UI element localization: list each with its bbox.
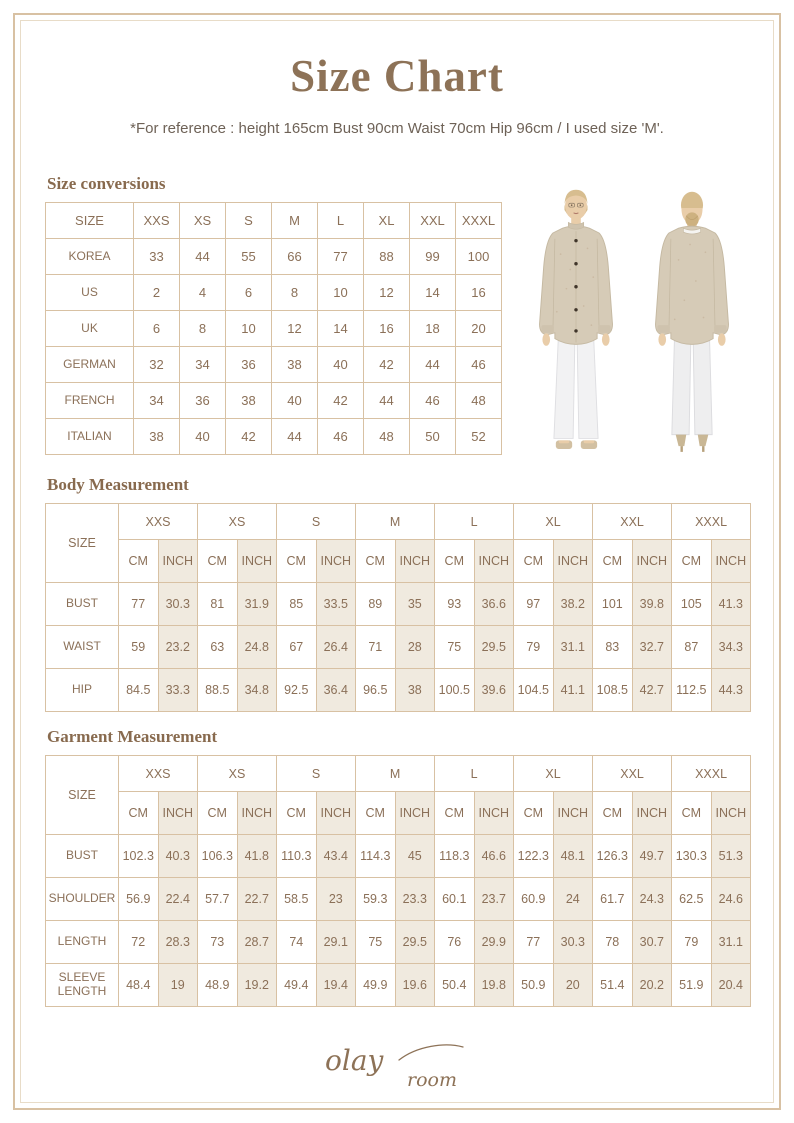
measurement-value: 74 [277, 921, 317, 964]
measurement-value: 104.5 [514, 669, 554, 712]
measurement-value: 44.3 [711, 669, 751, 712]
measurement-value: 60.9 [514, 878, 554, 921]
measurement-value: 20.4 [711, 964, 751, 1007]
measurement-value: 49.9 [356, 964, 396, 1007]
inch-header: INCH [158, 792, 198, 835]
measurement-value: 60.1 [435, 878, 475, 921]
measurement-value: 112.5 [672, 669, 712, 712]
measurement-value: 19.8 [474, 964, 514, 1007]
row-label: HIP [46, 669, 119, 712]
measurement-value: 72 [119, 921, 159, 964]
size-group-header: XXS [119, 504, 198, 540]
measurement-value: 23 [316, 878, 356, 921]
measurement-row [46, 626, 751, 669]
measurement-value: 26.4 [316, 626, 356, 669]
conversion-value: 18 [410, 311, 456, 347]
inch-header: INCH [237, 792, 277, 835]
conversion-value: 42 [226, 419, 272, 455]
conversion-value: 4 [180, 275, 226, 311]
size-column-header: XS [180, 203, 226, 239]
conversion-value: 55 [226, 239, 272, 275]
measurement-value: 29.1 [316, 921, 356, 964]
measurement-value: 92.5 [277, 669, 317, 712]
measurement-value: 31.1 [711, 921, 751, 964]
measurement-value: 34.8 [237, 669, 277, 712]
measurement-value: 20 [553, 964, 593, 1007]
cm-header: CM [672, 540, 712, 583]
row-label: ITALIAN [46, 419, 134, 455]
conversion-value: 14 [318, 311, 364, 347]
cm-header: CM [119, 792, 159, 835]
garment-measurement-section [45, 727, 751, 1007]
cm-header: CM [119, 540, 159, 583]
measurement-value: 38 [395, 669, 435, 712]
inch-header: INCH [237, 540, 277, 583]
conversion-value: 6 [226, 275, 272, 311]
measurement-value: 24 [553, 878, 593, 921]
measurement-value: 101 [593, 583, 633, 626]
measurement-value: 96.5 [356, 669, 396, 712]
size-group-header: S [277, 504, 356, 540]
size-corner-header: SIZE [46, 756, 119, 835]
cm-header: CM [435, 540, 475, 583]
measurement-value: 110.3 [277, 835, 317, 878]
measurement-value: 29.5 [395, 921, 435, 964]
reference-note: *For reference : height 165cm Bust 90cm Waist 70cm Hip 96cm / I used size 'M'. [130, 120, 664, 137]
model-back-image [644, 183, 740, 475]
back-shoes-icon [676, 435, 709, 452]
measurement-value: 23.2 [158, 626, 198, 669]
measurement-value: 50.4 [435, 964, 475, 1007]
page-title: Size Chart [290, 51, 504, 101]
measurement-value: 30.3 [158, 583, 198, 626]
body-measurement-heading: Body Measurement [47, 475, 189, 494]
conversion-header-row [46, 203, 502, 239]
brand-logo-image [287, 1030, 507, 1094]
measurement-value: 51.4 [593, 964, 633, 1007]
measurement-value: 130.3 [672, 835, 712, 878]
conversion-value: 52 [456, 419, 502, 455]
conversion-value: 32 [134, 347, 180, 383]
measurement-value: 122.3 [514, 835, 554, 878]
size-conversions-section [45, 174, 502, 455]
size-column-header: XXXL [456, 203, 502, 239]
measurement-value: 51.3 [711, 835, 751, 878]
measurement-value: 45 [395, 835, 435, 878]
conversion-row [46, 239, 502, 275]
measurement-value: 97 [514, 583, 554, 626]
cm-header: CM [514, 792, 554, 835]
size-group-header: L [435, 756, 514, 792]
cm-header: CM [198, 540, 238, 583]
measurement-value: 29.9 [474, 921, 514, 964]
measurement-value: 59 [119, 626, 159, 669]
measurement-value: 88.5 [198, 669, 238, 712]
inch-header: INCH [158, 540, 198, 583]
measurement-value: 31.1 [553, 626, 593, 669]
measurement-value: 28 [395, 626, 435, 669]
row-label: LENGTH [46, 921, 119, 964]
conversion-value: 38 [272, 347, 318, 383]
conversion-value: 77 [318, 239, 364, 275]
brand-logo [0, 1030, 794, 1094]
measurement-value: 24.8 [237, 626, 277, 669]
row-label: SLEEVE LENGTH [46, 964, 119, 1007]
conversion-value: 2 [134, 275, 180, 311]
conversion-value: 16 [456, 275, 502, 311]
measurement-value: 39.8 [632, 583, 672, 626]
measurement-value: 22.4 [158, 878, 198, 921]
conversion-value: 34 [180, 347, 226, 383]
measurement-value: 58.5 [277, 878, 317, 921]
cm-header: CM [356, 792, 396, 835]
measurement-value: 89 [356, 583, 396, 626]
measurement-value: 19.2 [237, 964, 277, 1007]
size-conversions-table [45, 202, 502, 455]
conversion-value: 20 [456, 311, 502, 347]
measurement-value: 19.6 [395, 964, 435, 1007]
measurement-value: 71 [356, 626, 396, 669]
inch-header: INCH [474, 792, 514, 835]
cm-header: CM [593, 792, 633, 835]
measurement-value: 59.3 [356, 878, 396, 921]
conversion-value: 10 [318, 275, 364, 311]
inch-header: INCH [553, 792, 593, 835]
measurement-value: 78 [593, 921, 633, 964]
measurement-value: 61.7 [593, 878, 633, 921]
size-corner-header: SIZE [46, 203, 134, 239]
measurement-value: 23.3 [395, 878, 435, 921]
inch-header: INCH [632, 792, 672, 835]
measurement-value: 57.7 [198, 878, 238, 921]
logo-flourish-icon [399, 1045, 463, 1060]
inch-header: INCH [711, 540, 751, 583]
measurement-value: 87 [672, 626, 712, 669]
cm-header: CM [672, 792, 712, 835]
measurement-value: 33.3 [158, 669, 198, 712]
measurement-value: 50.9 [514, 964, 554, 1007]
measurement-value: 56.9 [119, 878, 159, 921]
size-group-header: XL [514, 504, 593, 540]
size-group-header: M [356, 756, 435, 792]
measurement-row [46, 878, 751, 921]
size-group-header: XXS [119, 756, 198, 792]
unit-header-row [46, 792, 751, 835]
conversion-value: 48 [456, 383, 502, 419]
measurement-value: 24.6 [711, 878, 751, 921]
measurement-value: 19 [158, 964, 198, 1007]
conversion-value: 44 [272, 419, 318, 455]
size-group-header-row [46, 756, 751, 792]
conversion-value: 12 [364, 275, 410, 311]
conversion-value: 34 [134, 383, 180, 419]
conversion-value: 10 [226, 311, 272, 347]
measurement-value: 36.4 [316, 669, 356, 712]
conversion-value: 12 [272, 311, 318, 347]
inch-header: INCH [316, 792, 356, 835]
measurement-value: 81 [198, 583, 238, 626]
front-shoes-icon [556, 440, 597, 449]
size-group-header: XXXL [672, 756, 751, 792]
garment-measurement-table [45, 755, 751, 1007]
measurement-value: 49.4 [277, 964, 317, 1007]
measurement-value: 62.5 [672, 878, 712, 921]
measurement-value: 79 [672, 921, 712, 964]
cm-header: CM [514, 540, 554, 583]
inch-header: INCH [474, 540, 514, 583]
size-group-header: XXL [593, 756, 672, 792]
measurement-value: 20.2 [632, 964, 672, 1007]
measurement-value: 41.8 [237, 835, 277, 878]
measurement-value: 31.9 [237, 583, 277, 626]
model-images [528, 183, 740, 475]
measurement-value: 51.9 [672, 964, 712, 1007]
conversion-value: 88 [364, 239, 410, 275]
row-label: GERMAN [46, 347, 134, 383]
measurement-value: 102.3 [119, 835, 159, 878]
measurement-value: 93 [435, 583, 475, 626]
conversion-row [46, 383, 502, 419]
conversion-value: 6 [134, 311, 180, 347]
measurement-row [46, 583, 751, 626]
measurement-value: 126.3 [593, 835, 633, 878]
cm-header: CM [435, 792, 475, 835]
size-column-header: XXL [410, 203, 456, 239]
conversion-row [46, 275, 502, 311]
inch-header: INCH [711, 792, 751, 835]
size-column-header: XXS [134, 203, 180, 239]
measurement-value: 23.7 [474, 878, 514, 921]
unit-header-row [46, 540, 751, 583]
conversion-value: 36 [226, 347, 272, 383]
measurement-value: 48.4 [119, 964, 159, 1007]
measurement-value: 39.6 [474, 669, 514, 712]
row-label: BUST [46, 583, 119, 626]
size-group-header: M [356, 504, 435, 540]
conversion-value: 38 [134, 419, 180, 455]
measurement-value: 42.7 [632, 669, 672, 712]
measurement-value: 46.6 [474, 835, 514, 878]
measurement-value: 19.4 [316, 964, 356, 1007]
measurement-value: 36.6 [474, 583, 514, 626]
measurement-value: 77 [119, 583, 159, 626]
measurement-value: 100.5 [435, 669, 475, 712]
size-group-header: S [277, 756, 356, 792]
measurement-value: 30.7 [632, 921, 672, 964]
size-column-header: XL [364, 203, 410, 239]
row-label: BUST [46, 835, 119, 878]
measurement-value: 63 [198, 626, 238, 669]
measurement-row [46, 669, 751, 712]
conversion-value: 50 [410, 419, 456, 455]
conversion-value: 66 [272, 239, 318, 275]
size-group-header: XL [514, 756, 593, 792]
measurement-value: 79 [514, 626, 554, 669]
inch-header: INCH [316, 540, 356, 583]
measurement-row [46, 964, 751, 1007]
model-front-image [528, 183, 624, 475]
garment-measurement-heading: Garment Measurement [47, 727, 218, 746]
row-label: SHOULDER [46, 878, 119, 921]
conversion-value: 44 [364, 383, 410, 419]
cm-header: CM [277, 540, 317, 583]
conversion-value: 46 [456, 347, 502, 383]
row-label: FRENCH [46, 383, 134, 419]
conversion-value: 44 [410, 347, 456, 383]
cm-header: CM [356, 540, 396, 583]
conversion-value: 100 [456, 239, 502, 275]
measurement-value: 30.3 [553, 921, 593, 964]
conversion-value: 42 [318, 383, 364, 419]
inch-header: INCH [553, 540, 593, 583]
size-corner-header: SIZE [46, 504, 119, 583]
brand-word-1: olay [325, 1044, 384, 1077]
measurement-value: 35 [395, 583, 435, 626]
measurement-value: 33.5 [316, 583, 356, 626]
measurement-value: 43.4 [316, 835, 356, 878]
measurement-value: 106.3 [198, 835, 238, 878]
measurement-value: 85 [277, 583, 317, 626]
measurement-value: 67 [277, 626, 317, 669]
measurement-value: 29.5 [474, 626, 514, 669]
conversion-value: 99 [410, 239, 456, 275]
size-group-header: L [435, 504, 514, 540]
measurement-value: 32.7 [632, 626, 672, 669]
row-label: UK [46, 311, 134, 347]
size-group-header-row [46, 504, 751, 540]
cm-header: CM [277, 792, 317, 835]
conversion-value: 42 [364, 347, 410, 383]
conversion-value: 16 [364, 311, 410, 347]
conversion-value: 14 [410, 275, 456, 311]
row-label: WAIST [46, 626, 119, 669]
conversion-value: 8 [180, 311, 226, 347]
size-group-header: XXL [593, 504, 672, 540]
measurement-row [46, 835, 751, 878]
measurement-value: 28.7 [237, 921, 277, 964]
measurement-value: 41.1 [553, 669, 593, 712]
measurement-value: 118.3 [435, 835, 475, 878]
inch-header: INCH [395, 792, 435, 835]
cm-header: CM [198, 792, 238, 835]
conversion-value: 44 [180, 239, 226, 275]
conversion-value: 46 [318, 419, 364, 455]
conversion-value: 36 [180, 383, 226, 419]
measurement-value: 108.5 [593, 669, 633, 712]
size-column-header: M [272, 203, 318, 239]
measurement-value: 38.2 [553, 583, 593, 626]
conversion-row [46, 347, 502, 383]
measurement-value: 40.3 [158, 835, 198, 878]
inch-header: INCH [395, 540, 435, 583]
inch-header: INCH [632, 540, 672, 583]
conversion-row [46, 419, 502, 455]
cm-header: CM [593, 540, 633, 583]
measurement-value: 41.3 [711, 583, 751, 626]
conversion-value: 46 [410, 383, 456, 419]
measurement-value: 73 [198, 921, 238, 964]
body-measurement-table [45, 503, 751, 712]
measurement-value: 114.3 [356, 835, 396, 878]
conversion-value: 33 [134, 239, 180, 275]
body-measurement-section [45, 475, 751, 712]
conversion-value: 8 [272, 275, 318, 311]
measurement-value: 48.9 [198, 964, 238, 1007]
measurement-value: 84.5 [119, 669, 159, 712]
size-group-header: XS [198, 756, 277, 792]
measurement-row [46, 921, 751, 964]
measurement-value: 105 [672, 583, 712, 626]
conversion-value: 40 [180, 419, 226, 455]
measurement-value: 75 [356, 921, 396, 964]
size-group-header: XXXL [672, 504, 751, 540]
conversion-value: 48 [364, 419, 410, 455]
brand-word-2: room [407, 1069, 457, 1091]
measurement-value: 75 [435, 626, 475, 669]
measurement-value: 76 [435, 921, 475, 964]
measurement-value: 34.3 [711, 626, 751, 669]
measurement-value: 77 [514, 921, 554, 964]
conversion-value: 38 [226, 383, 272, 419]
size-column-header: S [226, 203, 272, 239]
measurement-value: 83 [593, 626, 633, 669]
row-label: US [46, 275, 134, 311]
conversion-value: 40 [272, 383, 318, 419]
measurement-value: 48.1 [553, 835, 593, 878]
size-conversions-heading: Size conversions [47, 174, 166, 193]
size-group-header: XS [198, 504, 277, 540]
measurement-value: 24.3 [632, 878, 672, 921]
measurement-value: 49.7 [632, 835, 672, 878]
row-label: KOREA [46, 239, 134, 275]
conversion-row [46, 311, 502, 347]
size-column-header: L [318, 203, 364, 239]
measurement-value: 22.7 [237, 878, 277, 921]
measurement-value: 28.3 [158, 921, 198, 964]
conversion-value: 40 [318, 347, 364, 383]
